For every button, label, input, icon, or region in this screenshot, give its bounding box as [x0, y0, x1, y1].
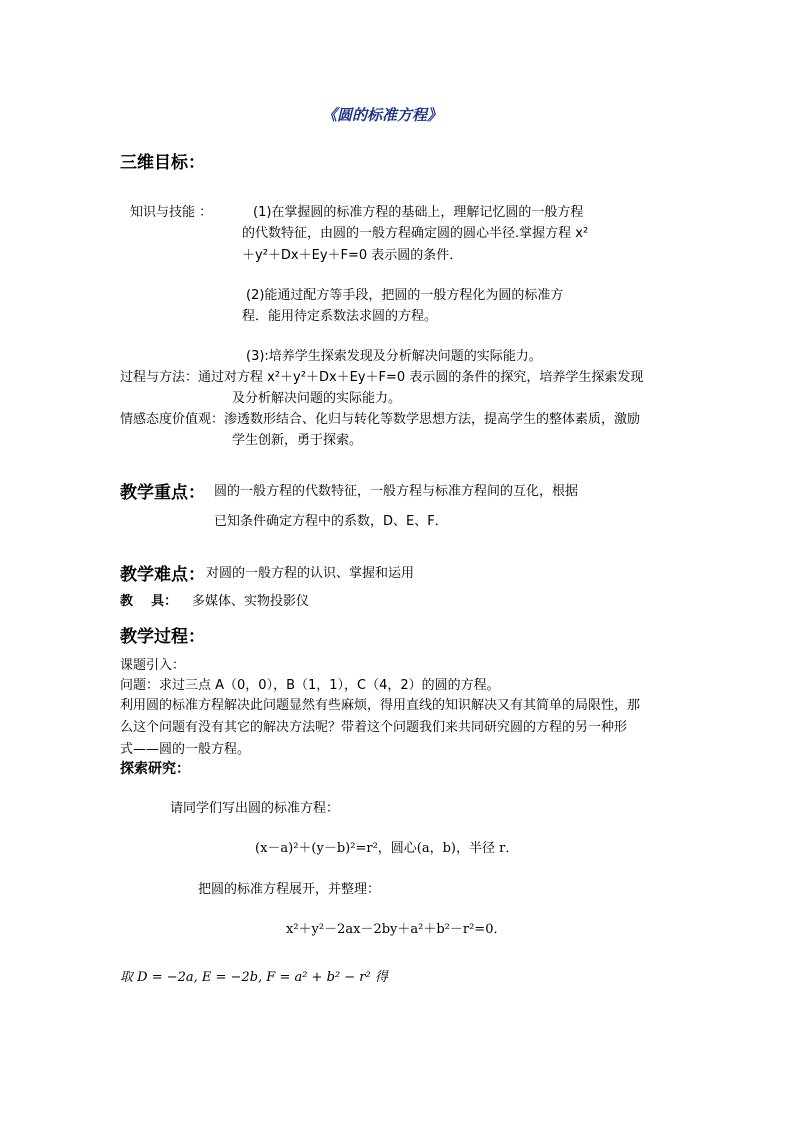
process-heading: 教学过程：	[120, 627, 205, 647]
goals-heading: 三维目标：	[120, 153, 205, 173]
emotion-line1: 情感态度价值观：渗透数形结合、化归与转化等数学思想方法，提高学生的整体素质，激励	[120, 412, 641, 427]
paragraph-line3: 式——圆的一般方程。	[120, 742, 251, 757]
knowledge-label: 知识与技能 ：	[130, 205, 213, 220]
paragraph-line2: 么这个问题有没有其它的解决方法呢？带着这个问题我们来共同研究圆的方程的另一种形	[120, 720, 628, 735]
key-point-line1: 圆的一般方程的代数特征，一般方程与标准方程间的互化，根据	[214, 484, 579, 499]
difficulty-label: 教学难点：	[120, 565, 205, 585]
expand-prompt: 把圆的标准方程展开，并整理：	[198, 882, 381, 897]
tools-label: 教 具：	[120, 594, 178, 609]
key-point-line2: 已知条件确定方程中的系数，D、E、F．	[214, 514, 448, 529]
explore-label: 探索研究：	[120, 761, 190, 777]
standard-equation: (x－a)²＋(y－b)²=r²，圆心(a，b)，半径 r．	[255, 841, 519, 856]
key-point-label: 教学重点：	[120, 483, 205, 503]
knowledge-item2-line2: 程．能用待定系数法求圆的方程。	[242, 309, 438, 324]
knowledge-item3: (3):培养学生探索发现及分析解决问题的实际能力。	[246, 349, 542, 364]
process-line1: 过程与方法：通过对方程 x²＋y²＋Dx＋Ey＋F=0 表示圆的条件的探究，培养学生探索发现	[120, 370, 644, 385]
doc-title: 《圆的标准方程》	[322, 106, 443, 124]
intro-label: 课题引入：	[120, 658, 186, 673]
tools-text: 多媒体、实物投影仪	[192, 594, 310, 609]
knowledge-item1-line3: ＋y²＋Dx＋Ey＋F=0 表示圆的条件．	[242, 248, 463, 263]
difficulty-text: 对圆的一般方程的认识、掌握和运用	[206, 566, 415, 581]
substitution-line: 取 D = −2a, E = −2b, F = a² + b² − r² 得	[120, 970, 388, 985]
paragraph-line1: 利用圆的标准方程解决此问题显然有些麻烦，得用直线的知识解决又有其简单的局限性，那	[120, 698, 641, 713]
knowledge-item2-line1: (2)能通过配方等手段，把圆的一般方程化为圆的标准方	[246, 288, 564, 303]
process-line2: 及分析解决问题的实际能力。	[232, 391, 402, 406]
knowledge-item1-line2: 的代数特征，由圆的一般方程确定圆的圆心半径.掌握方程 x²	[242, 226, 589, 241]
emotion-line2: 学生创新，勇于探索。	[232, 433, 363, 448]
write-prompt: 请同学们写出圆的标准方程：	[170, 801, 340, 816]
question-text: 问题：求过三点 A（0，0），B（1，1），C（4，2）的圆的方程。	[120, 678, 500, 693]
knowledge-item1-line1: (1)在掌握圆的标准方程的基础上，理解记忆圆的一般方程	[253, 205, 584, 220]
expanded-equation: x²＋y²－2ax－2by＋a²＋b²－r²=0．	[286, 922, 507, 937]
